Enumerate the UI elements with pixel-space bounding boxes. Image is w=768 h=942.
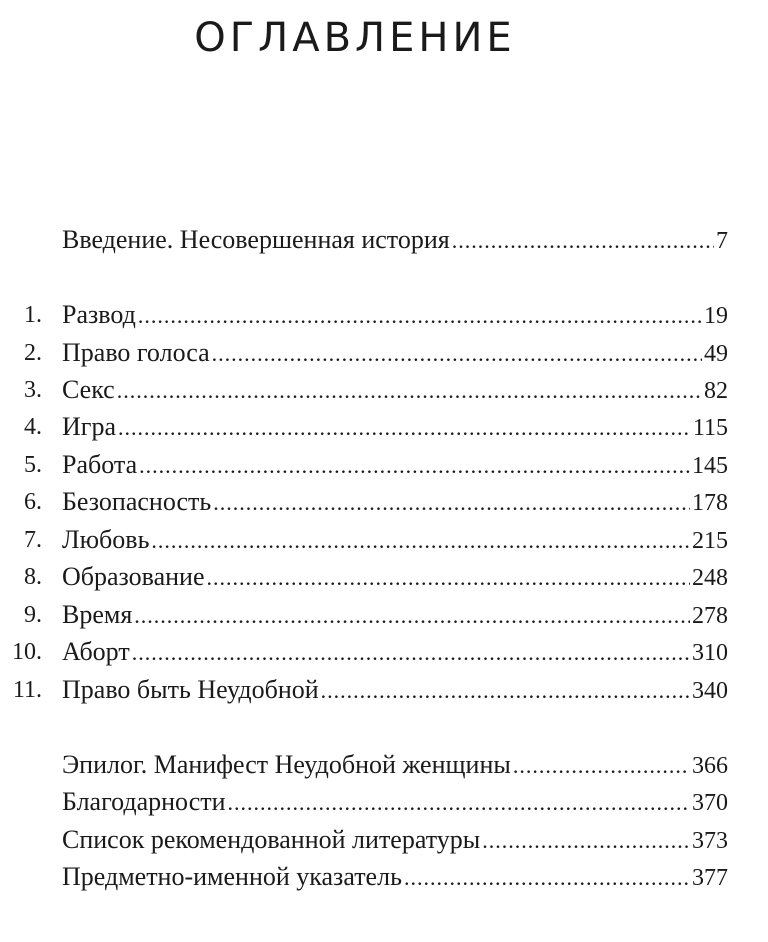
entry-title: Введение. Несовершенная история <box>62 225 450 254</box>
entry-title: Развод <box>62 300 136 329</box>
dot-leader <box>117 375 702 407</box>
chapter-number: 3. <box>24 377 42 403</box>
page-number: 340 <box>692 678 728 704</box>
dot-leader <box>321 675 690 707</box>
chapter-number: 7. <box>24 527 42 553</box>
page-number: 145 <box>692 453 728 479</box>
toc-entry-back-matter <box>0 824 768 856</box>
toc-entry-chapter <box>0 411 768 443</box>
dot-leader <box>132 637 690 669</box>
page-number: 49 <box>704 341 728 367</box>
dot-leader <box>207 562 690 594</box>
entry-title: Благодарности <box>62 787 226 816</box>
toc-entry-intro <box>0 224 768 256</box>
toc-entry-back-matter <box>0 786 768 818</box>
toc-entry-chapter <box>0 674 768 706</box>
page-number: 310 <box>692 640 728 666</box>
page-number: 215 <box>692 528 728 554</box>
dot-leader <box>139 450 690 482</box>
chapter-number: 9. <box>24 602 42 628</box>
toc-entry-chapter <box>0 486 768 518</box>
chapter-number: 4. <box>24 414 42 440</box>
page-number: 178 <box>692 490 728 516</box>
entry-title: Предметно-именной указатель <box>62 862 402 891</box>
chapter-number: 8. <box>24 564 42 590</box>
page-title: ОГЛАВЛЕНИЕ <box>194 15 516 61</box>
entry-title: Образование <box>62 562 205 591</box>
dot-leader <box>118 412 691 444</box>
page-number: 7 <box>716 228 728 254</box>
entry-title: Работа <box>62 450 138 479</box>
chapter-number: 6. <box>24 489 42 515</box>
page-number: 278 <box>692 603 728 629</box>
dot-leader <box>213 487 690 519</box>
toc-entry-chapter <box>0 561 768 593</box>
toc-entry-chapter <box>0 636 768 668</box>
toc-entry-back-matter <box>0 749 768 781</box>
page-number: 373 <box>692 828 728 854</box>
toc-entry-chapter <box>0 299 768 331</box>
dot-leader <box>482 825 690 857</box>
entry-title: Аборт <box>62 637 130 666</box>
toc-entry-back-matter <box>0 861 768 893</box>
dot-leader <box>228 787 690 819</box>
entry-title: Право быть Неудобной <box>62 675 319 704</box>
dot-leader <box>452 225 714 257</box>
page-number: 82 <box>704 378 728 404</box>
page-number: 370 <box>692 790 728 816</box>
entry-title: Любовь <box>62 525 150 554</box>
toc-entry-chapter <box>0 449 768 481</box>
dot-leader <box>404 862 690 894</box>
dot-leader <box>513 750 690 782</box>
entry-title: Эпилог. Манифест Неудобной женщины <box>62 750 511 779</box>
entry-title: Игра <box>62 412 116 441</box>
toc-entry-chapter <box>0 599 768 631</box>
dot-leader <box>212 338 702 370</box>
toc-entry-chapter <box>0 374 768 406</box>
toc-entry-chapter <box>0 337 768 369</box>
chapter-number: 10. <box>12 639 42 665</box>
page-number: 248 <box>692 565 728 591</box>
entry-title: Время <box>62 600 133 629</box>
entry-title: Секс <box>62 375 115 404</box>
entry-title: Список рекомендованной литературы <box>62 825 481 854</box>
page-number: 366 <box>692 753 728 779</box>
page-number: 19 <box>704 303 728 329</box>
dot-leader <box>151 525 690 557</box>
toc-entry-chapter <box>0 524 768 556</box>
page-number: 115 <box>692 415 728 441</box>
chapter-number: 5. <box>24 452 42 478</box>
chapter-number: 1. <box>24 302 42 328</box>
page-number: 377 <box>692 865 728 891</box>
entry-title: Право голоса <box>62 338 210 367</box>
chapter-number: 11. <box>12 677 42 703</box>
chapter-number: 2. <box>24 340 42 366</box>
entry-title: Безопасность <box>62 487 212 516</box>
dot-leader <box>134 600 690 632</box>
dot-leader <box>138 300 702 332</box>
